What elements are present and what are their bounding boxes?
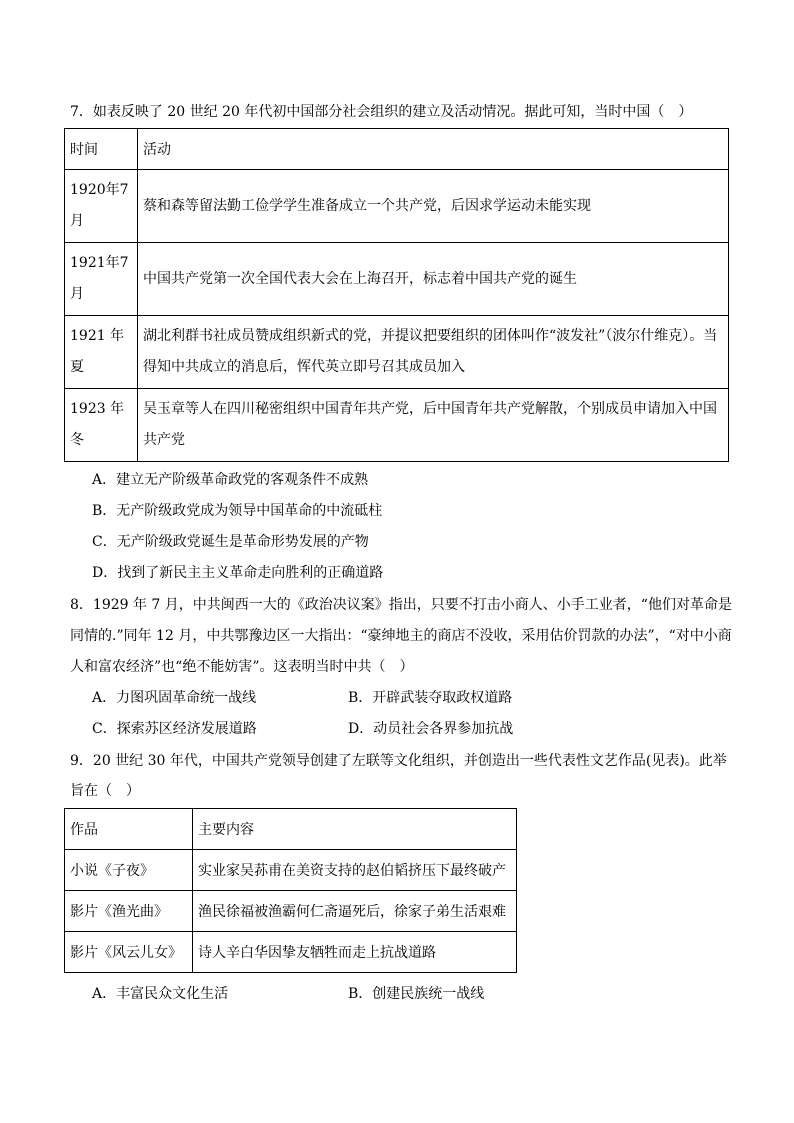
q7-option-b[interactable]: B．无产阶级政党成为领导中国革命的中流砥柱 xyxy=(92,503,383,519)
q7-activity-cell xyxy=(138,170,729,243)
q8-option-c[interactable]: C．探索苏区经济发展道路 xyxy=(92,721,257,737)
q7-time-line: 1921 年 xyxy=(70,328,125,344)
q7-option-c[interactable]: C．无产阶级政党诞生是革命形势发展的产物 xyxy=(92,534,369,550)
q7-stem: 7．如表反映了 20 世纪 20 年代初中国部分社会组织的建立及活动情况。据此可知，当时中国（ ） xyxy=(70,104,693,120)
q7-time-line: 1923 年 xyxy=(70,401,125,417)
q7-header-activity: 活动 xyxy=(138,129,729,170)
q7-time-line: 夏 xyxy=(70,359,84,375)
q8-stem-line-1: 8．1929 年 7 月，中共闽西一大的《政治决议案》指出，只要不打击小商人、小手工业者，“他们对革命是 xyxy=(70,597,732,613)
q7-table-header-row xyxy=(65,129,729,170)
q7-time-line: 月 xyxy=(70,213,84,229)
table-row xyxy=(65,316,729,389)
q9-work-cell: 小说《子夜》 xyxy=(65,850,193,891)
q7-option-a[interactable]: A．建立无产阶级革命政党的客观条件不成熟 xyxy=(92,472,369,488)
q7-time-cell xyxy=(65,243,138,316)
table-row xyxy=(65,170,729,243)
q9-content-cell: 诗人辛白华因挚友牺牲而走上抗战道路 xyxy=(193,932,517,973)
q9-content-cell: 实业家吴荪甫在美资支持的赵伯韬挤压下最终破产 xyxy=(193,850,517,891)
q7-activity-cell xyxy=(138,316,729,389)
q9-stem-line-2: 旨在（ ） xyxy=(70,783,140,799)
q8-option-d[interactable]: D．动员社会各界参加抗战 xyxy=(348,721,514,737)
q7-activity-line: 中国共产党第一次全国代表大会在上海召开，标志着中国共产党的诞生 xyxy=(143,270,577,287)
q8-stem-line-3: 人和富农经济”也“绝不能妨害”。这表明当时中共（ ） xyxy=(70,659,414,675)
q9-content-cell: 渔民徐福被渔霸何仁斋逼死后，徐家子弟生活艰难 xyxy=(193,891,517,932)
q7-time-line: 1921年7 xyxy=(70,255,129,271)
table-row xyxy=(65,243,729,316)
table-row xyxy=(65,389,729,462)
q9-option-b[interactable]: B．创建民族统一战线 xyxy=(348,986,485,1002)
q7-activity-cell xyxy=(138,243,729,316)
q9-header-content: 主要内容 xyxy=(193,809,517,850)
q7-time-line: 1920年7 xyxy=(70,182,129,198)
q7-time-line: 月 xyxy=(70,286,84,302)
q9-work-cell: 影片《渔光曲》 xyxy=(65,891,193,932)
q7-table xyxy=(64,128,729,462)
q7-time-cell xyxy=(65,316,138,389)
table-row xyxy=(65,891,517,932)
q8-option-a[interactable]: A．力图巩固革命统一战线 xyxy=(92,690,257,706)
q7-activity-line: 吴玉章等人在四川秘密组织中国青年共产党，后中国青年共产党解散，个别成员申请加入中国 xyxy=(143,401,717,417)
q9-stem-line-1: 9．20 世纪 30 年代，中国共产党领导创建了左联等文化组织，并创造出一些代表性文艺作品(见表)。此举 xyxy=(70,753,727,769)
q7-activity-line: 蔡和森等留法勤工俭学学生准备成立一个共产党，后因求学运动未能实现 xyxy=(143,197,591,214)
q7-activity-line: 共产党 xyxy=(143,432,185,448)
q7-activity-line: 得知中共成立的消息后，恽代英立即号召其成员加入 xyxy=(143,359,465,375)
table-row xyxy=(65,932,517,973)
q7-time-cell xyxy=(65,170,138,243)
q7-time-line: 冬 xyxy=(70,432,84,448)
q9-table-header-row xyxy=(65,809,517,850)
q7-option-d[interactable]: D．找到了新民主主义革命走向胜利的正确道路 xyxy=(92,565,384,581)
q8-option-b[interactable]: B．开辟武装夺取政权道路 xyxy=(348,690,513,706)
q9-work-cell: 影片《风云儿女》 xyxy=(65,932,193,973)
q7-activity-cell xyxy=(138,389,729,462)
q9-option-a[interactable]: A．丰富民众文化生活 xyxy=(92,986,229,1002)
q8-stem-line-2: 同情的.”同年 12 月，中共鄂豫边区一大指出：“豪绅地主的商店不没收，采用估价罚款的办法”，“对中小商 xyxy=(70,628,732,644)
q7-activity-line: 湖北利群书社成员赞成组织新式的党，并提议把要组织的团体叫作“波发社”（波尔什维克）。当 xyxy=(143,328,718,344)
q7-header-time: 时间 xyxy=(65,129,138,170)
q7-time-cell xyxy=(65,389,138,462)
q9-header-work: 作品 xyxy=(65,809,193,850)
table-row xyxy=(65,850,517,891)
q9-table xyxy=(64,808,517,973)
